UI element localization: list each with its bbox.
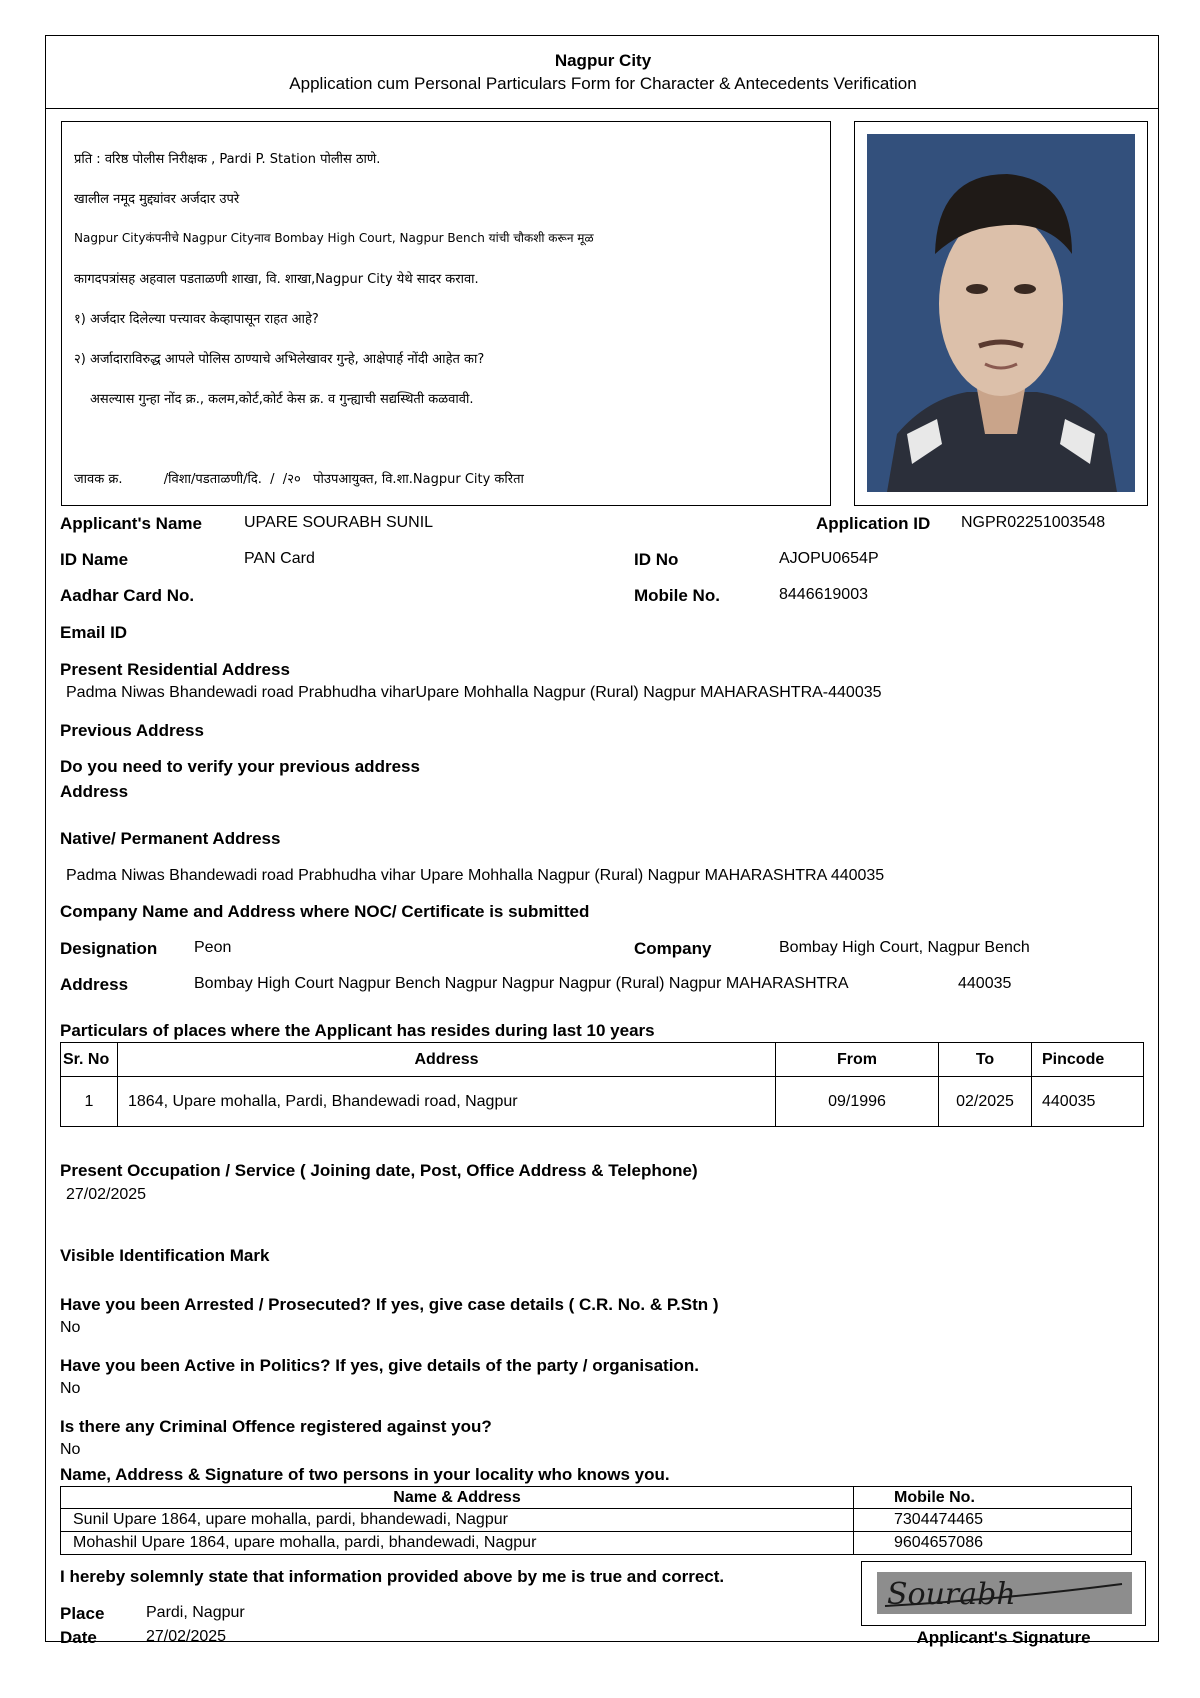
previous-address-label: Previous Address — [60, 721, 204, 740]
application-id: NGPR02251003548 — [961, 514, 1106, 531]
references-table — [60, 1486, 1132, 1555]
form-subtitle: Application cum Personal Particulars Form for Character & Antecedents Verification — [289, 74, 917, 93]
cell-pincode: 440035 — [1032, 1077, 1144, 1127]
signature-label: Applicant's Signature — [916, 1628, 1091, 1647]
company-pincode: 440035 — [958, 975, 1012, 992]
residence-table — [60, 1042, 1144, 1127]
criminal-question: Is there any Criminal Offence registered against you? — [60, 1417, 492, 1436]
declaration-text: I hereby solemnly state that information provided above by me is true and correct. — [60, 1567, 725, 1586]
marathi-line: प्रति : वरिष्ठ पोलीस निरीक्षक , Pardi P. Station पोलीस ठाणे. — [74, 152, 381, 167]
applicant-name: UPARE SOURABH SUNIL — [244, 514, 434, 531]
table-row — [61, 1509, 1132, 1532]
cell-to: 02/2025 — [939, 1077, 1032, 1127]
marathi-line: १) अर्जदार दिलेल्या पत्त्यावर केव्हापासून राहत आहे? — [74, 312, 319, 327]
marathi-line: जावक क्र. /विशा/पडताळणी/दि. / /२० पोउपआयुक्त, वि.शा.Nagpur City करिता — [74, 472, 524, 487]
company-address: Bombay High Court Nagpur Bench Nagpur Nagpur Nagpur (Rural) Nagpur MAHARASHTRA — [194, 975, 849, 992]
col-header-name-address: Name & Address — [61, 1487, 854, 1509]
marathi-line: २) अर्जादाराविरुद्ध आपले पोलिस ठाण्याचे अभिलेखावर गुन्हे, आक्षेपार्ह नोंदी आहेत का? — [74, 352, 485, 367]
occupation-value: 27/02/2025 — [66, 1186, 147, 1203]
photo-frame — [854, 121, 1148, 506]
form-frame — [45, 35, 1159, 1647]
id-name: PAN Card — [244, 550, 315, 567]
table-header-row — [61, 1043, 1144, 1077]
id-no: AJOPU0654P — [779, 550, 879, 567]
aadhar-label: Aadhar Card No. — [60, 586, 195, 605]
cell-address: 1864, Upare mohalla, Pardi, Bhandewadi road, Nagpur — [118, 1077, 776, 1127]
mobile-label: Mobile No. — [634, 586, 720, 605]
col-header-address: Address — [118, 1043, 776, 1077]
native-address: Padma Niwas Bhandewadi road Prabhudha vihar Upare Mohhalla Nagpur (Rural) Nagpur MAHARASHTRA 440035 — [66, 867, 885, 884]
identification-mark-label: Visible Identification Mark — [60, 1246, 270, 1265]
place-value: Pardi, Nagpur — [146, 1604, 245, 1621]
cell-reference-mobile: 9604657086 — [854, 1532, 1132, 1555]
references-title: Name, Address & Signature of two persons in your locality who knows you. — [60, 1465, 670, 1484]
marathi-line: कागदपत्रांसह अहवाल पडताळणी शाखा, वि. शाखा,Nagpur City येथे सादर करावा. — [74, 272, 479, 287]
signature-box — [861, 1561, 1146, 1626]
date-label: Date — [60, 1628, 97, 1647]
present-address: Padma Niwas Bhandewadi road Prabhudha viharUpare Mohhalla Nagpur (Rural) Nagpur MAHARASHTRA-440035 — [66, 684, 882, 701]
date-value: 27/02/2025 — [146, 1628, 227, 1645]
present-address-label: Present Residential Address — [60, 660, 290, 679]
marathi-line: खालील नमूद मुद्द्यांवर अर्जदार उपरे — [74, 192, 240, 207]
col-header-to: To — [939, 1043, 1032, 1077]
id-name-label: ID Name — [60, 550, 129, 569]
marathi-instruction-box — [61, 121, 831, 506]
application-id-label: Application ID — [816, 514, 931, 533]
politics-answer: No — [60, 1380, 81, 1397]
form-title: Nagpur City — [554, 51, 652, 70]
id-no-label: ID No — [634, 550, 679, 569]
criminal-answer: No — [60, 1441, 81, 1458]
company-name: Bombay High Court, Nagpur Bench — [779, 939, 1030, 956]
marathi-line: Nagpur Cityकंपनीचे Nagpur Cityनाव Bombay High Court, Nagpur Bench यांची चौकशी करून मूळ — [74, 231, 594, 245]
signature-script: Sourabh — [887, 1577, 1016, 1612]
arrested-question: Have you been Arrested / Prosecuted? If yes, give case details ( C.R. No. & P.Stn ) — [60, 1295, 719, 1314]
verify-previous-label: Do you need to verify your previous address — [60, 757, 420, 776]
col-header-mobile: Mobile No. — [854, 1487, 1132, 1509]
verify-address-label: Address — [60, 782, 129, 801]
company-address-label: Address — [60, 975, 129, 994]
applicant-photo — [867, 134, 1135, 492]
header-divider — [46, 108, 1158, 109]
native-address-label: Native/ Permanent Address — [60, 829, 281, 848]
email-label: Email ID — [60, 623, 128, 642]
place-label: Place — [60, 1604, 105, 1623]
occupation-label: Present Occupation / Service ( Joining date, Post, Office Address & Telephone) — [60, 1161, 698, 1180]
col-header-srno: Sr. No — [61, 1043, 118, 1077]
politics-question: Have you been Active in Politics? If yes, give details of the party / organisation. — [60, 1356, 699, 1375]
col-header-pincode: Pincode — [1032, 1043, 1144, 1077]
marathi-line: असल्यास गुन्हा नोंद क्र., कलम,कोर्ट,कोर्ट केस क्र. व गुन्ह्याची सद्यस्थिती कळवावी. — [90, 392, 474, 407]
residence-table-title: Particulars of places where the Applicant has resides during last 10 years — [60, 1021, 655, 1040]
applicant-name-label: Applicant's Name — [60, 514, 202, 533]
table-row — [61, 1532, 1132, 1555]
mobile-number: 8446619003 — [779, 586, 868, 603]
arrested-answer: No — [60, 1319, 81, 1336]
designation-label: Designation — [60, 939, 158, 958]
cell-srno: 1 — [61, 1077, 118, 1127]
designation: Peon — [194, 939, 232, 956]
company-section-label: Company Name and Address where NOC/ Certificate is submitted — [60, 902, 590, 921]
cell-from: 09/1996 — [776, 1077, 939, 1127]
table-row — [61, 1077, 1144, 1127]
signature-image — [877, 1572, 1132, 1614]
cell-reference-name: Mohashil Upare 1864, upare mohalla, pardi, bhandewadi, Nagpur — [61, 1532, 854, 1555]
cell-reference-name: Sunil Upare 1864, upare mohalla, pardi, bhandewadi, Nagpur — [61, 1509, 854, 1532]
col-header-from: From — [776, 1043, 939, 1077]
company-label: Company — [634, 939, 712, 958]
table-header-row — [61, 1487, 1132, 1509]
cell-reference-mobile: 7304474465 — [854, 1509, 1132, 1532]
